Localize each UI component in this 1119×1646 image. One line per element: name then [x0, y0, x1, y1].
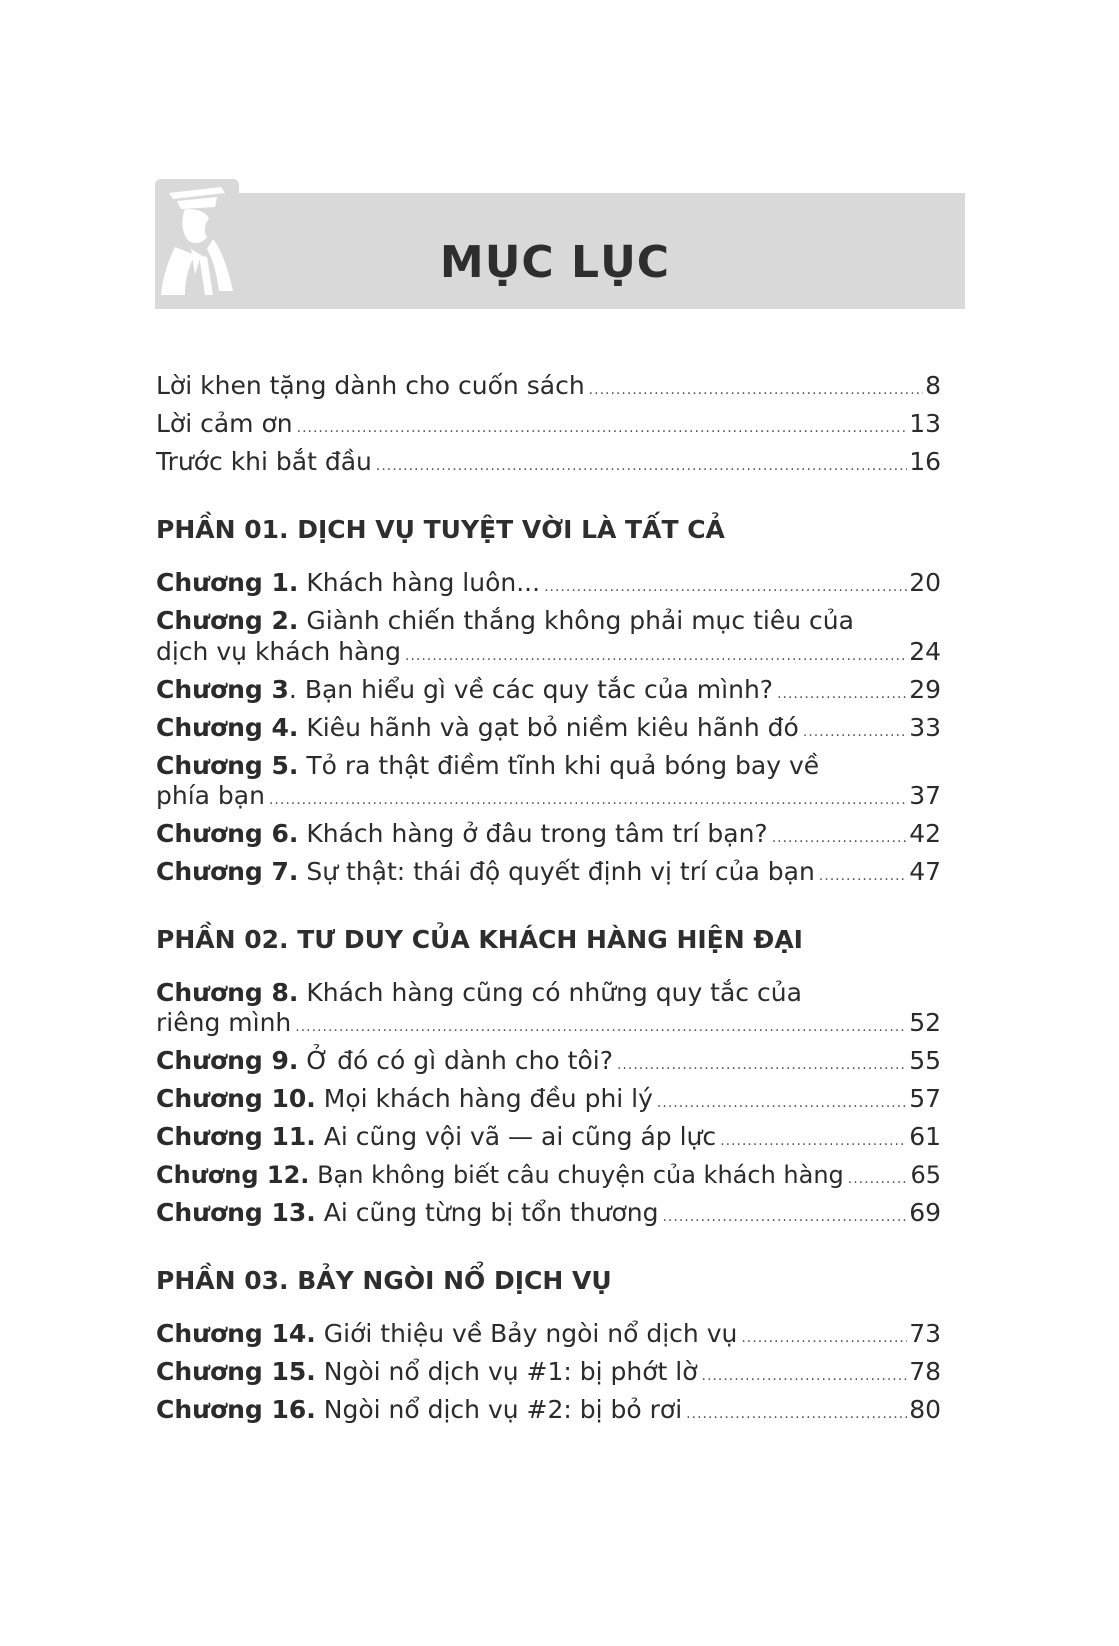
dot-leader: [803, 717, 907, 747]
chapter-label: Chương 4.: [156, 713, 299, 742]
chapter-label: Chương 6.: [156, 819, 299, 848]
toc-entry[interactable]: [156, 713, 941, 747]
page-number: 57: [909, 1084, 941, 1113]
toc-entry[interactable]: [156, 1122, 941, 1156]
toc-entry[interactable]: [156, 1395, 941, 1429]
dot-leader: [702, 1361, 908, 1391]
dot-leader: [819, 861, 907, 891]
dot-leader: [657, 1088, 907, 1118]
gentleman-silhouette-icon: [155, 179, 239, 303]
dot-leader: [662, 1202, 907, 1232]
chapter-title: Khách hàng luôn...: [306, 568, 541, 597]
toc-entry[interactable]: [156, 1084, 941, 1118]
part-heading: PHẦN 02. TƯ DUY CỦA KHÁCH HÀNG HIỆN ĐẠI: [156, 925, 803, 954]
dot-leader: [720, 1126, 907, 1156]
chapter-label: Chương 8.: [156, 978, 299, 1007]
toc-entry[interactable]: [156, 409, 941, 443]
page-number: 78: [909, 1357, 941, 1386]
dot-leader: [297, 413, 908, 443]
page-number: 37: [909, 781, 941, 810]
chapter-title: Ngòi nổ dịch vụ #2: bị bỏ rơi: [323, 1395, 683, 1424]
toc-entry[interactable]: [156, 1357, 941, 1391]
toc-entry[interactable]: [156, 637, 941, 671]
dot-leader: [589, 375, 923, 405]
toc-entry[interactable]: [156, 675, 941, 709]
toc-entry[interactable]: [156, 447, 941, 481]
page-number: 16: [909, 447, 941, 476]
toc-entry[interactable]: [156, 819, 941, 853]
toc-entry-first-line[interactable]: [156, 978, 941, 1008]
page-number: 69: [909, 1198, 941, 1227]
page-number: 24: [909, 637, 941, 666]
page-number: 52: [909, 1008, 941, 1037]
toc-entry[interactable]: [156, 371, 941, 405]
chapter-title: Ngòi nổ dịch vụ #1: bị phớt lờ: [323, 1357, 698, 1386]
chapter-title: Ở đó có gì dành cho tôi?: [306, 1046, 613, 1075]
part-heading: PHẦN 03. BẢY NGÒI NỔ DỊCH VỤ: [156, 1266, 612, 1295]
dot-leader: [617, 1050, 907, 1080]
chapter-title: riêng mình: [156, 1008, 292, 1037]
toc-entry[interactable]: [156, 568, 941, 602]
page-title: MỤC LỤC: [439, 237, 671, 288]
page-number: 47: [909, 857, 941, 886]
chapter-label: Chương 5.: [156, 751, 299, 780]
entry-title: Lời cảm ơn: [156, 409, 293, 438]
chapter-label: Chương 11.: [156, 1122, 316, 1151]
dot-leader: [376, 451, 907, 481]
dot-leader: [741, 1323, 907, 1353]
toc-entry[interactable]: [156, 1008, 941, 1042]
chapter-title: dịch vụ khách hàng: [156, 637, 401, 666]
chapter-title: Mọi khách hàng đều phi lý: [323, 1084, 653, 1113]
page-number: 73: [909, 1319, 941, 1348]
chapter-title: . Bạn hiểu gì về các quy tắc của mình?: [288, 675, 774, 704]
dot-leader: [777, 679, 907, 709]
chapter-label: Chương 9.: [156, 1046, 299, 1075]
chapter-label: Chương 3: [156, 675, 289, 704]
entry-title: Trước khi bắt đầu: [156, 447, 372, 476]
chapter-label: Chương 16.: [156, 1395, 316, 1424]
toc-entry[interactable]: [156, 1319, 941, 1353]
chapter-label: Chương 13.: [156, 1198, 316, 1227]
dot-leader: [269, 785, 907, 815]
page-number: 29: [909, 675, 941, 704]
chapter-label: Chương 7.: [156, 857, 299, 886]
chapter-label: Chương 15.: [156, 1357, 316, 1386]
dot-leader: [772, 823, 907, 853]
page-number: 61: [909, 1122, 941, 1151]
page-number: 20: [909, 568, 941, 597]
page-number: 65: [910, 1161, 941, 1189]
chapter-title: Sự thật: thái độ quyết định vị trí của bạn: [306, 857, 815, 886]
dot-leader: [295, 1012, 907, 1042]
page-number: 13: [909, 409, 941, 438]
toc-entry[interactable]: [156, 1046, 941, 1080]
toc-entry[interactable]: [156, 857, 941, 891]
toc-entry[interactable]: [156, 1160, 941, 1194]
chapter-title: Bạn không biết câu chuyện của khách hàng: [317, 1161, 844, 1189]
toc-entry[interactable]: [156, 1198, 941, 1232]
dot-leader: [686, 1399, 907, 1429]
chapter-label: Chương 14.: [156, 1319, 316, 1348]
toc-entry[interactable]: [156, 781, 941, 815]
chapter-title: Kiêu hãnh và gạt bỏ niềm kiêu hãnh đó: [306, 713, 799, 742]
dot-leader: [544, 572, 907, 602]
entry-title: Lời khen tặng dành cho cuốn sách: [156, 371, 585, 400]
chapter-label: Chương 10.: [156, 1084, 316, 1113]
chapter-title-line1: Giành chiến thắng không phải mục tiêu của: [306, 606, 854, 635]
toc-entry-first-line[interactable]: [156, 606, 941, 636]
dot-leader: [405, 641, 907, 671]
page-number: 55: [909, 1046, 941, 1075]
chapter-title: Giới thiệu về Bảy ngòi nổ dịch vụ: [323, 1319, 738, 1348]
page-number: 80: [909, 1395, 941, 1424]
chapter-title-line1: Tỏ ra thật điềm tĩnh khi quả bóng bay về: [306, 751, 820, 780]
chapter-label: Chương 12.: [156, 1161, 310, 1189]
page-number: 33: [909, 713, 941, 742]
chapter-label: Chương 2.: [156, 606, 299, 635]
chapter-title: Ai cũng vội vã — ai cũng áp lực: [323, 1122, 717, 1151]
page-number: 42: [909, 819, 941, 848]
chapter-label: Chương 1.: [156, 568, 299, 597]
chapter-title: phía bạn: [156, 781, 265, 810]
chapter-title: Khách hàng ở đâu trong tâm trí bạn?: [306, 819, 768, 848]
dot-leader: [848, 1164, 909, 1194]
part-heading: PHẦN 01. DỊCH VỤ TUYỆT VỜI LÀ TẤT CẢ: [156, 515, 725, 544]
chapter-title-line1: Khách hàng cũng có những quy tắc của: [306, 978, 802, 1007]
page-number: 8: [925, 371, 941, 400]
chapter-title: Ai cũng từng bị tổn thương: [323, 1198, 659, 1227]
toc-entry-first-line[interactable]: [156, 751, 941, 781]
